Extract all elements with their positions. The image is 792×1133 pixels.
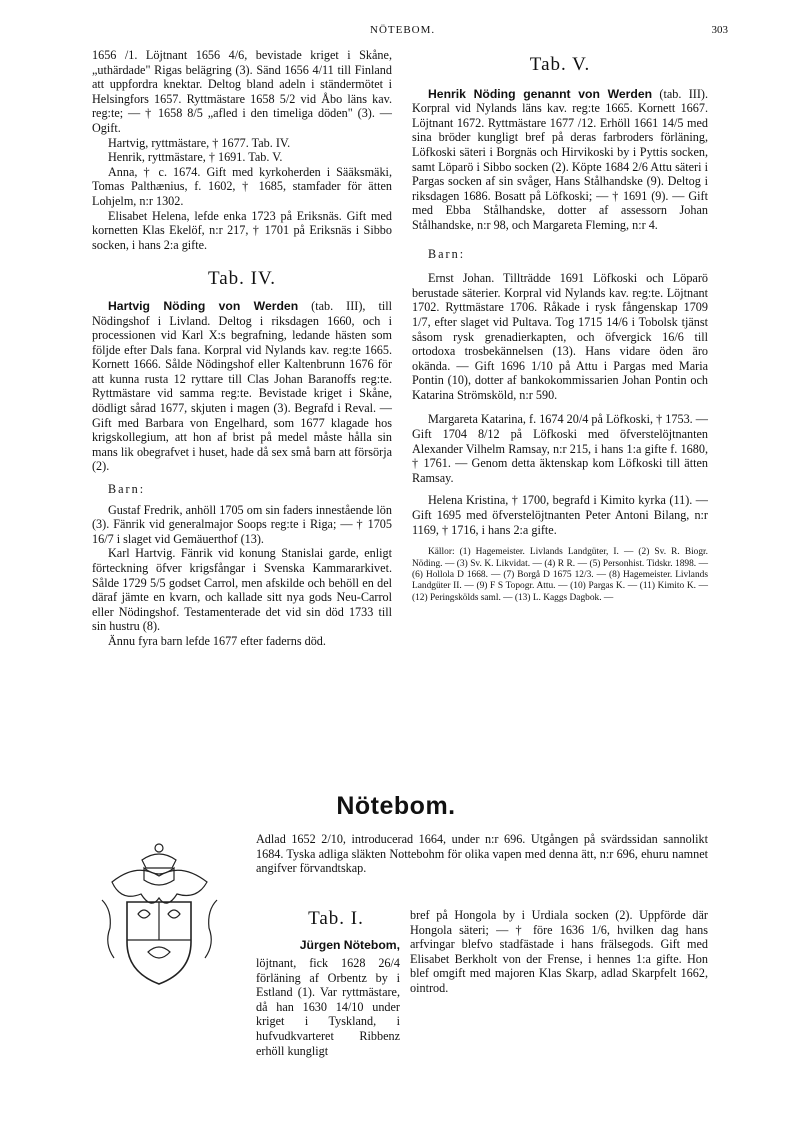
paragraph: Anna, † c. 1674. Gift med kyrkoherden i Sääksmäki, Tomas Palthænius, f. 1602, † 1685, stamfader för ätten Lohjelm, n:r 1302. (92, 164, 392, 208)
person-name: Jürgen Nötebom, (299, 938, 400, 952)
paragraph: Elisabet Helena, lefde enka 1723 på Eriksnäs. Gift med kornetten Klas Ekelöf, n:r 217, † 1701 på Eriksnäs i Sibbo socken, i hans 2:a gifte. (92, 208, 392, 252)
section-heading: Tab. IV. (207, 268, 277, 290)
children-label: Barn: (428, 246, 466, 261)
section-heading: Tab. V. (529, 54, 591, 75)
paragraph: Henrik, ryttmästare, † 1691. Tab. V. (108, 150, 283, 165)
paragraph: Ännu fyra barn lefde 1677 efter faderns död. (108, 633, 326, 648)
paragraph: Gustaf Fredrik, anhöll 1705 om sin faders innestående lön (3). Fänrik vid generalmajor Soops reg:te i Riga; — † 1705 16/7 i slaget vid Gemäuerthof (13). (92, 502, 392, 546)
paragraph: Karl Hartvig. Fänrik vid konung Stanislai garde, enligt förteckning öfver krigsfångar i Svenska Kammararkivet. Sålde 1729 5/5 godset Carrol, men afskilde och behöll en del däraf jämte en kvarn, och kallade sitt nya gods Neu-Carrol eller Nödingshof. Testamenterade det vid sin död 1733 till sin hustru (8). (92, 546, 392, 634)
paragraph: 1656 /1. Löjtnant 1656 4/6, bevistade kriget i Skåne, „uthärdade" Rigas belägring (3). Sänd 1656 4/11 till Finland att uppfordra knektar. Deltog bland adeln i ständermötet i Helsingfors 1657. Ryttmästare 1658 5/2 vid Åbo läns kav. reg:te; — † 1658 8/5 „afled i den timeliga döden" (3). — Ogift. (92, 48, 392, 135)
paragraph: Hartvig, ryttmästare, † 1677. Tab. IV. (108, 135, 291, 150)
family-title: Nötebom. (336, 792, 456, 820)
tab1-text (92, 956, 400, 1058)
paragraph: Henrik Nöding genannt von Werden (tab. III). Korpral vid Nylands läns kav. reg:te 1665. Kornett 1667. Löjtnant 1672. Ryttmästare 1677 /12. Erhöll 1661 14/5 med sina bröder kungligt bref på deras farbroders förläning, Löfkoski säteri i Borgnäs och Hirvikoski by i Pyttis socken, samt Löparö i Sibbo socken (2). Köpte 1684 2/6 Attu säteri i Pargas socken af sin svåger, Hans Stålhandske (9). Deltog i riksdagen 1686. Bosatt på Löfkoski; — † 1691 (9). — Gift med Ebba Stålhandske, dotter af assessorn Johan Stålhandske, n:r 98, och Margareta Fleming, n:r 4. (412, 86, 708, 232)
tab1-heading-wrap (272, 908, 400, 930)
paragraph: löjtnant, fick 1628 26/4 förläning af Orbentz by i Estland (1). Var ryttmästare, då han 1630 14/10 under kriget i Tyskland, i hufvudkvarteret Ribbenz erhöll kungligt (256, 956, 400, 1058)
sources-note: Källor: (1) Hagemeister. Livlands Landgüter, I. — (2) Sv. R. Biogr. Nöding. — (3) Sv. K. Likvidat. — (4) R R. — (5) Personhist. Tidskr. 1898. — (6) Hollola D 1668. — (7) Borgå D 1675 12/3. — (8) Hagemeister. Livlands Landgüter II. — (9) F S Topogr. Attu. — (10) Pargas K. — (11) Kimito K. — (12) Peringskölds saml. — (13) L. Kaggs Dagbok. — (412, 547, 708, 603)
person-name: Henrik Nöding genannt von Werden (428, 86, 653, 101)
person-name: Hartvig Nöding von Werden (108, 298, 299, 313)
children-label: Barn: (108, 482, 146, 497)
paragraph: Helena Kristina, † 1700, begrafd i Kimito kyrka (11). — Gift 1695 med öfverstelöjtnanten Peter Antoni Bilang, n:r 1169, † 1716, i hans 2:a gifte. (412, 493, 708, 537)
paragraph: Hartvig Nöding von Werden (tab. III), till Nödingshof i Livland. Deltog i riksdagen 1660, och i processionen vid Karl X:s begrafning, ledande hästen som följde efter Dals fana. Korpral vid Nylands kav. reg:te 1665. Kornett 1666. Sålde Nödingshof eller Kaltenbrunn 1676 för att kunna rusta 12 ryttare till Clas Johan Baranoffs reg:te. Ryttmästare vid samma reg:te. Bevistade kriget i Skåne, dödligt sårad 1677, skjuten i magen (3). Begrafd i Reval. — Gift med Barbara von Engelhard, som 1677 klagade hos krigskollegium, att hon af brist på medel måste hålla sin mans lik obegrafvet i huset, hade då sex små barn att försörja (2). (92, 298, 392, 474)
paragraph: Margareta Katarina, f. 1674 20/4 på Löfkoski, † 1753. — Gift 1704 8/12 på Löfkoski med öfverstelöjtnanten Alexander Vilhelm Ramsay, n:r 215, i hans 1:a gifte f. 1680, † 1761. — Genom detta äktenskap kom Löfkoski till ätten Ramsay. (412, 412, 708, 485)
paragraph: Ernst Johan. Tillträdde 1691 Löfkoski och Löparö berustade säterier. Korpral vid Nylands kav. reg:te. Löjtnant 1702. Ryttmästare 1706. Råkade i rysk fångenskap 1709 1/7, efter slaget vid Pultava. Tog 1715 14/6 i Tobolsk tjänst såsom rysk grenadierkapten, och öfvergick 16/6 till ortodoxa trosbekännelsen (13). Hans vidare öden äro okända. — Gift 1696 1/10 på Attu i Pargas med Maria Pontin (10), dotter af bankokommissarien Johan Pontin och Katarina Strömsköld, n:r 590. (412, 271, 708, 402)
tab1-continuation: bref på Hongola by i Urdiala socken (2). Uppförde där Hongola säteri; — † före 1636 1/6, hvilken dag hans arfvingar blefvo stadfästade i hans frälsegods. Gift med Elisabet Berkholt von der Frense, i hennes 1:a gifte. Hon blef omgift med majoren Klas Skarp, adlad Skarpfelt 1662, ointrod. (410, 908, 708, 995)
family-intro: Adlad 1652 2/10, introducerad 1664, under n:r 696. Utgången på svärdssidan sannolikt 1684. Tyska adliga släkten Nottebohm för olika vapen med denna ätt, n:r 696, ehuru namnet angifver förvandtskap. (256, 832, 708, 876)
section-heading: Tab. I. (308, 908, 364, 929)
page-number: 303 (711, 24, 728, 36)
right-column (412, 54, 708, 604)
running-header: NÖTEBOM. (370, 24, 436, 36)
tab1-name-wrap (256, 938, 400, 953)
left-column (92, 48, 392, 649)
